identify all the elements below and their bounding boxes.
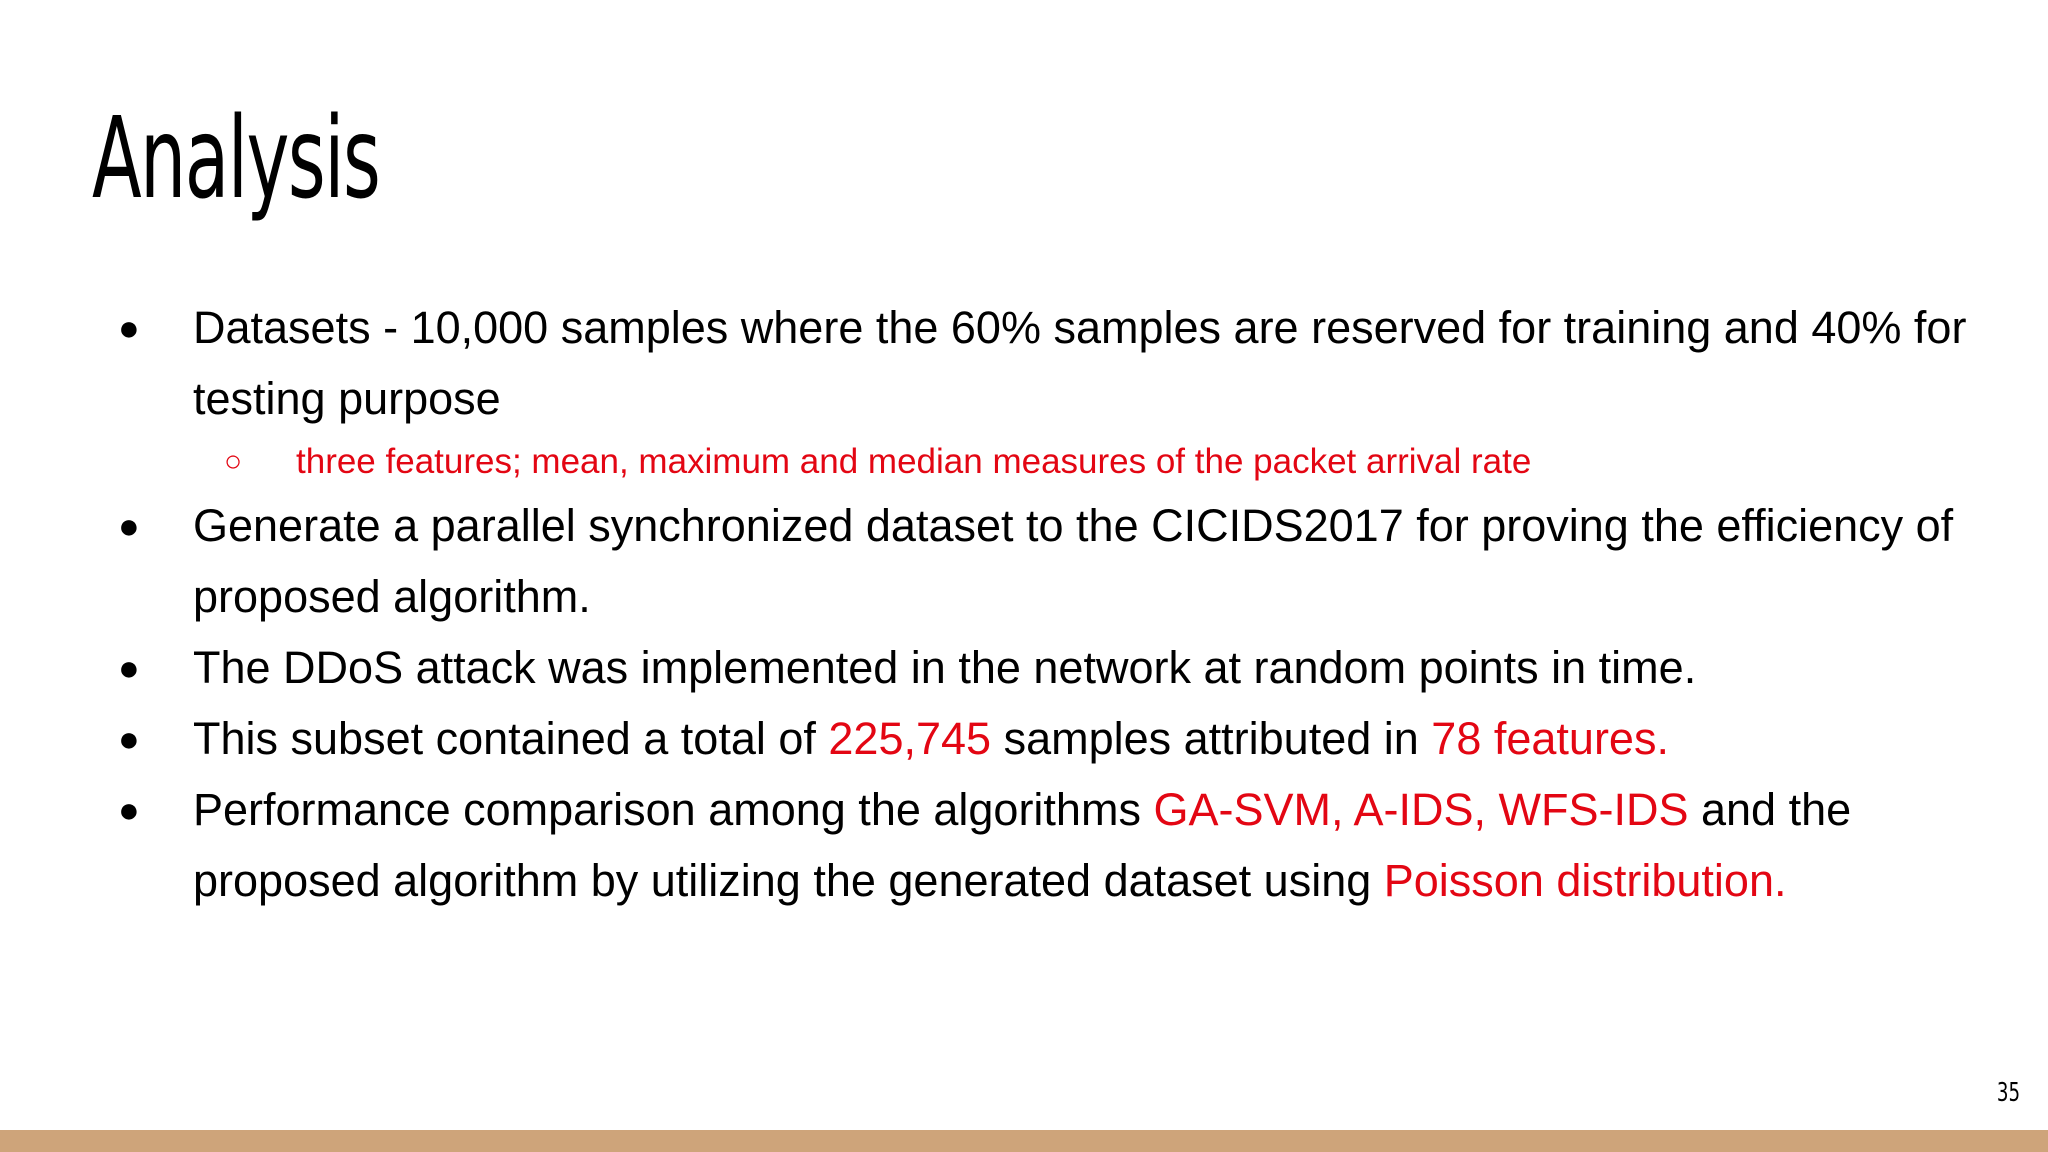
bullet-dot-icon: ● <box>118 307 140 348</box>
highlight-algorithms: GA-SVM, A-IDS, WFS-IDS <box>1153 784 1689 835</box>
bullet-list <box>0 292 2048 916</box>
sub-bullet-item-features <box>0 434 2048 490</box>
highlight-distribution: Poisson distribution. <box>1383 855 1787 906</box>
bullet-text: Generate a parallel synchronized dataset to the CICIDS2017 for proving the efficiency of proposed algorithm. <box>193 500 1954 622</box>
bullet-text-part: Performance comparison among the algorithms <box>193 784 1154 835</box>
bullet-text: Datasets - 10,000 samples where the 60% samples are reserved for training and 40% for testing purpose <box>193 302 1967 424</box>
bullet-dot-icon: ● <box>118 789 140 830</box>
hollow-circle-bullet-icon: ○ <box>224 445 243 478</box>
bullet-item-ddos-attack <box>0 632 2048 703</box>
bullet-dot-icon: ● <box>118 647 140 688</box>
bullet-item-datasets <box>0 292 2048 434</box>
bullet-item-performance <box>0 774 2048 916</box>
highlight-feature-count: 78 features. <box>1431 713 1669 764</box>
sub-bullet-text: three features; mean, maximum and median measures of the packet arrival rate <box>296 442 1532 481</box>
bullet-text-part: samples attributed in <box>991 713 1432 764</box>
bottom-accent-band <box>0 1130 2048 1152</box>
bullet-dot-icon: ● <box>118 718 140 759</box>
highlight-sample-count: 225,745 <box>828 713 992 764</box>
bullet-text-part: and the proposed algorithm by utilizing the generated dataset using <box>193 784 1852 906</box>
bullet-item-subset <box>0 703 2048 774</box>
bullet-dot-icon: ● <box>118 505 140 546</box>
bullet-item-generate-dataset <box>0 490 2048 632</box>
slide-title: Analysis <box>92 94 380 224</box>
page-number: 35 <box>1996 1078 2020 1108</box>
bullet-text: The DDoS attack was implemented in the network at random points in time. <box>193 642 1697 693</box>
bullet-text-part: This subset contained a total of <box>193 713 829 764</box>
